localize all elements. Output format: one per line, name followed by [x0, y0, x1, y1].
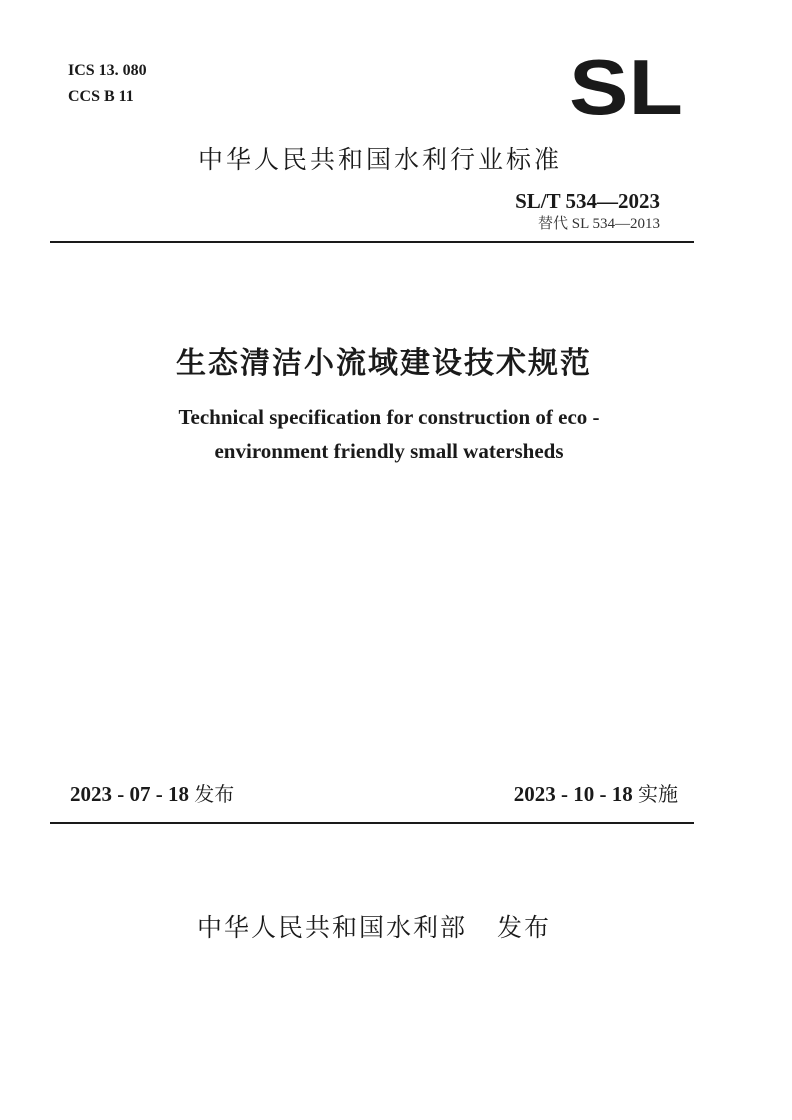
issuer-label: 发布: [497, 913, 552, 942]
title-chinese: 生态清洁小流域建设技术规范: [176, 346, 592, 381]
publish-date: 2023 - 07 - 18: [70, 782, 189, 806]
title-english-line-1: Technical specification for construction of eco -: [178, 405, 600, 429]
implement-label: 实施: [638, 782, 678, 806]
issuer-line: [0, 908, 792, 944]
publish-date-block: [70, 778, 234, 807]
classification-codes: [68, 58, 147, 110]
publish-label: 发布: [194, 782, 235, 806]
header-divider: [50, 241, 694, 243]
sl-logo: [568, 56, 684, 120]
title-english-line-2: environment friendly small watersheds: [214, 439, 564, 463]
issuer-org: 中华人民共和国水利部: [196, 913, 467, 942]
industry-standard-title: 中华人民共和国水利行业标准: [198, 145, 563, 174]
ics-code: ICS 13. 080: [68, 62, 147, 79]
standard-number-block: [515, 188, 660, 234]
title-english: [0, 400, 792, 468]
footer-divider: [50, 822, 694, 824]
sl-logo-text: SL: [569, 56, 683, 120]
implement-date: 2023 - 10 - 18: [513, 782, 633, 806]
ccs-code: CCS B 11: [68, 88, 134, 105]
replaces-standard: 替代 SL 534—2013: [538, 216, 660, 232]
standard-number: SL/T 534—2023: [515, 189, 660, 213]
implement-date-block: [514, 778, 678, 807]
